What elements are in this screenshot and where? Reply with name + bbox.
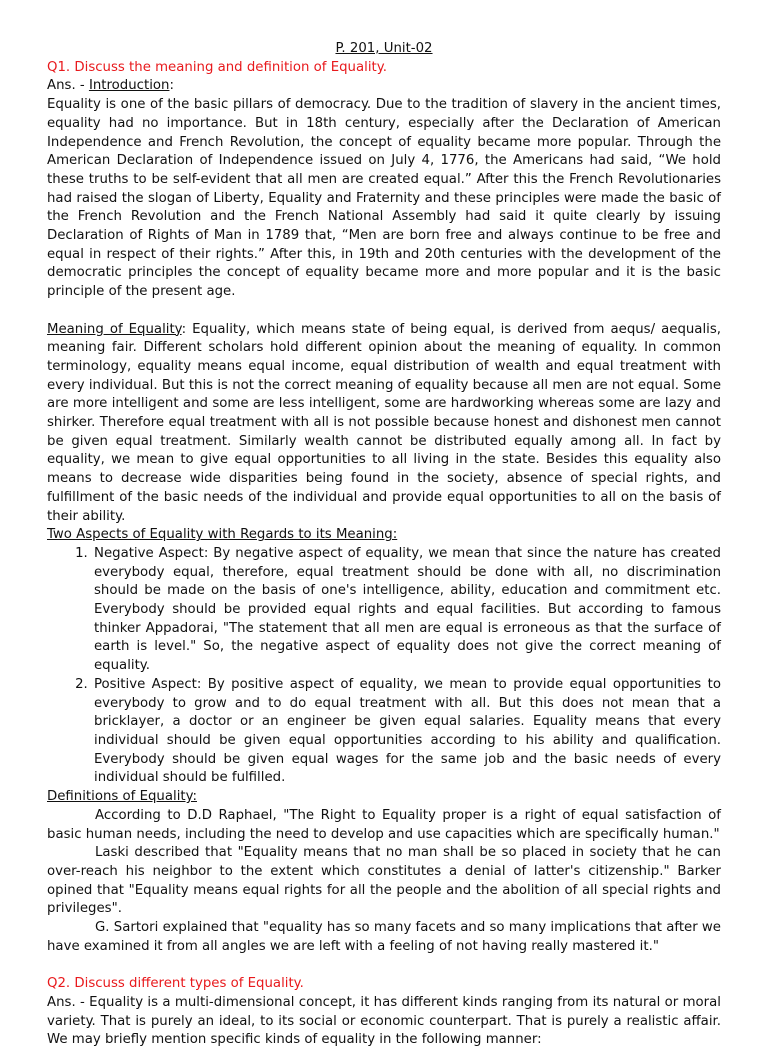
definition-laski: Laski described that "Equality means that no man shall be so placed in society that he can over-reach his neighbor to the extent which constitutes a denial of latter's citizenship." Barker opined that "Equality means equal rights for all the people and the abolition of all special rights and privileges". <box>47 845 721 917</box>
question-1: Q1. Discuss the meaning and definition of Equality. <box>47 59 387 75</box>
aspect-positive: 2. Positive Aspect: By positive aspect of equality, we mean to provide equal opportunities to everybody to grow and to do equal treatment with all. But this does not mean that a bricklayer, a doctor or an engineer be given equal salaries. Equality means that every individual should be given equal opportunities according to his ability and qualification. Everybody should be given equal wages for the same job and the basic needs of every individual should be fulfilled. <box>92 676 721 788</box>
meaning-paragraph <box>47 321 721 527</box>
aspects-list <box>47 545 721 788</box>
unit-title: P. 201, Unit-02 <box>335 41 433 56</box>
aspect-negative: 1. Negative Aspect: By negative aspect of equality, we mean that since the nature has created everybody equal, therefore, equal treatment should be done with all, no discrimination should be made on the basis of one's intelligence, ability, education and commitment etc. Everybody should be provided equal rights and equal facilities. But according to famous thinker Appadorai, "The statement that all men are equal is erroneous as that the surface of earth is level." So, the negative aspect of equality does not give the correct meaning of equality. <box>92 545 721 676</box>
introduction-colon: : <box>169 78 174 94</box>
definitions-heading-text: Definitions of Equality: <box>47 789 197 805</box>
document-body <box>47 40 721 1050</box>
definitions-heading <box>47 788 721 807</box>
introduction-label: Introduction <box>88 78 170 94</box>
aspects-heading <box>47 526 721 545</box>
aspects-heading-text: Two Aspects of Equality with Regards to its Meaning: <box>47 527 398 543</box>
spacer <box>47 302 721 321</box>
answer-intro-line <box>47 77 721 96</box>
meaning-label: Meaning of Equality <box>47 321 182 337</box>
introduction-paragraph: Equality is one of the basic pillars of democracy. Due to the tradition of slavery in the ancient times, equality had no importance. But in 18th century, especially after the Declaration of American Independence and French Revolution, the concept of equality became more popular. Through the American Declaration of Independence issued on July 4, 1776, the Americans had said, “We hold these truths to be self-evident that all men are created equal.” After this the French Revolutionaries had raised the slogan of Liberty, Equality and Fraternity and these principles were made the basic of the French Revolution and the French National Assembly had said it quite clearly by issuing Declaration of Rights of Man in 1789 that, “Men are born free and always continue to be free and equal in respect of their rights.” After this, in 19th and 20th centuries with the development of the democratic principles the concept of equality became more and more popular and it is the basic principle of the present age. <box>47 97 721 300</box>
definition-sartori: G. Sartori explained that "equality has so many facets and so many implications that after we have examined it from all angles we are left with a feeling of not having really mastered it." <box>47 920 721 954</box>
question-2: Q2. Discuss different types of Equality. <box>47 976 304 992</box>
answer-prefix: Ans. - <box>47 78 89 94</box>
page-header <box>47 40 721 59</box>
question-2-answer: Ans. - Equality is a multi-dimensional concept, it has different kinds ranging from its natural or moral variety. That is purely an ideal, to its social or economic counterpart. That is purely a realistic affair. We may briefly mention specific kinds of equality in the following manner: <box>47 994 721 1048</box>
spacer <box>47 956 721 975</box>
meaning-text: : Equality, which means state of being equal, is derived from aequs/ aequalis, meaning fair. Different scholars hold different opinion about the meaning of equality. In common terminology, equality means equal income, equal distribution of wealth and equal treatment with every individual. But this is not the correct meaning of equality because all men are not equal. Some are more intelligent and some are less intelligent, some are hardworking whereas some are lazy and shirker. Therefore equal treatment with all is not possible because honest and dishonest men cannot be given equal treatment. Similarly wealth cannot be distributed equally among all. In fact by equality, we mean to give equal opportunities to all living in the state. Besides this equality also means to decrease wide disparities being found in the society, absence of special rights, and fulfillment of the basic needs of the individual and provide equal opportunities to all on the basis of their ability. <box>47 321 722 524</box>
definition-raphael: According to D.D Raphael, "The Right to Equality proper is a right of equal satisfaction of basic human needs, including the need to develop and use capacities which are specifically human." <box>47 807 721 842</box>
